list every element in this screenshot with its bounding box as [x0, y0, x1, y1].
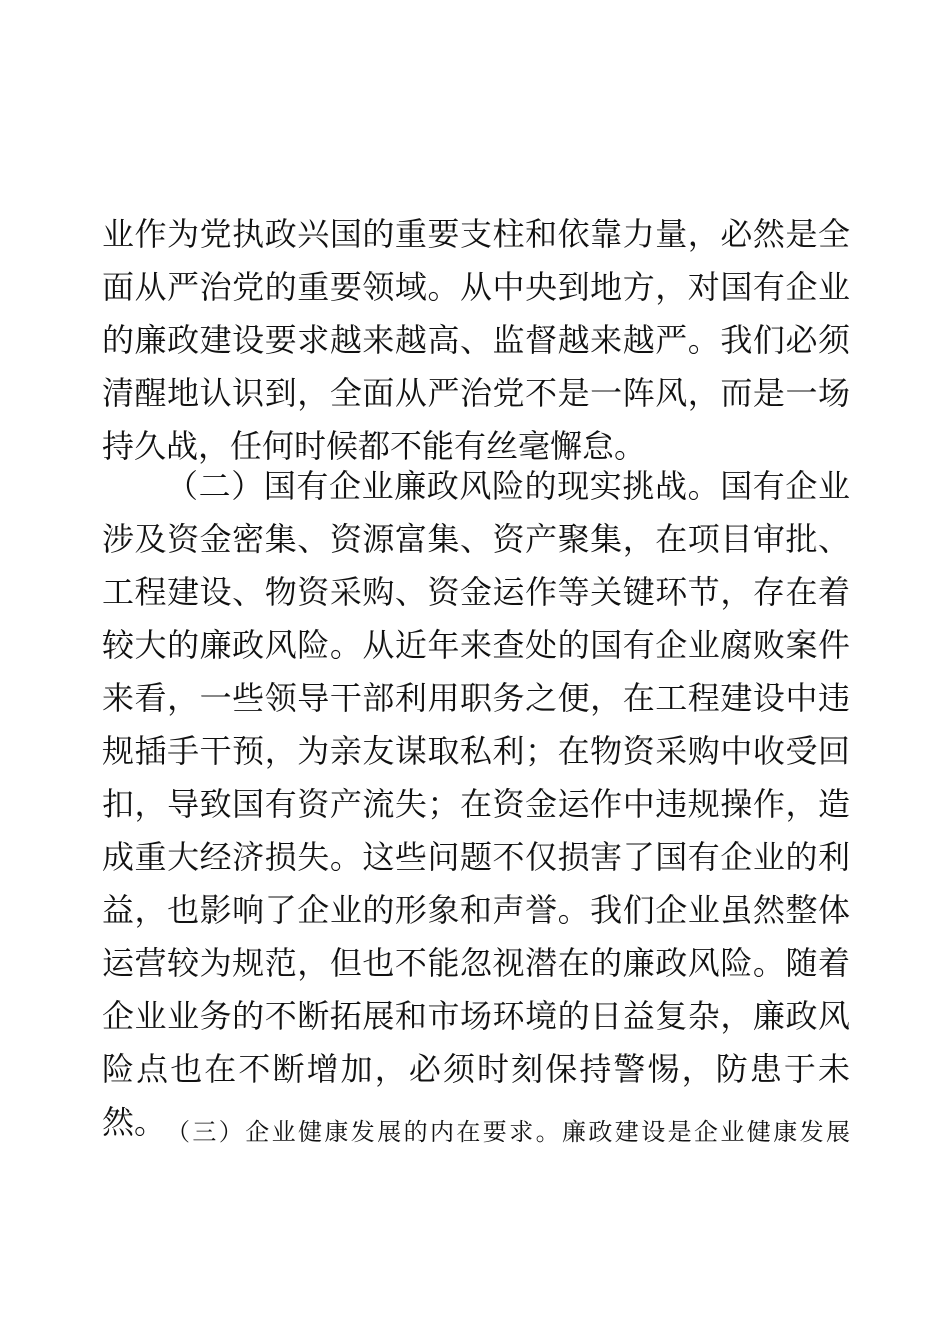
text-line: 面从严治党的重要领域。从中央到地方，对国有企业 [102, 268, 850, 306]
text-line: 涉及资金密集、资源富集、资产聚集，在项目审批、 [102, 520, 850, 558]
section-heading-line: （三）企业健康发展的内在要求。廉政建设是企业健康发展 [166, 1118, 850, 1146]
text-line: 企业业务的不断拓展和市场环境的日益复杂，廉政风 [102, 997, 850, 1035]
text-line: 工程建设、物资采购、资金运作等关键环节，存在着 [102, 573, 850, 611]
text-line: 扣，导致国有资产流失；在资金运作中违规操作，造 [102, 785, 850, 823]
text-line: 规插手干预，为亲友谋取私利；在物资采购中收受回 [102, 732, 850, 770]
paragraph-integrity-risk [102, 460, 850, 1149]
section-heading-line: （二）国有企业廉政风险的现实挑战。国有企业 [166, 467, 850, 505]
text-line: 的廉政建设要求越来越高、监督越来越严。我们必须 [102, 321, 850, 359]
text-line: 持久战，任何时候都不能有丝毫懈怠。 [102, 427, 647, 465]
text-line: 较大的廉政风险。从近年来查处的国有企业腐败案件 [102, 626, 850, 664]
text-line: 成重大经济损失。这些问题不仅损害了国有企业的利 [102, 838, 850, 876]
text-line: 业作为党执政兴国的重要支柱和依靠力量，必然是全 [102, 215, 850, 253]
text-line: 然。 [102, 1103, 167, 1141]
text-line: 来看，一些领导干部利用职务之便，在工程建设中违 [102, 679, 850, 717]
text-line: 险点也在不断增加，必须时刻保持警惕，防患于未 [102, 1050, 850, 1088]
paragraph-party-governance [102, 208, 850, 473]
text-line: 清醒地认识到，全面从严治党不是一阵风，而是一场 [102, 374, 850, 412]
paragraph-healthy-development [102, 1110, 850, 1154]
text-line: 运营较为规范，但也不能忽视潜在的廉政风险。随着 [102, 944, 850, 982]
text-line: 益，也影响了企业的形象和声誉。我们企业虽然整体 [102, 891, 850, 929]
